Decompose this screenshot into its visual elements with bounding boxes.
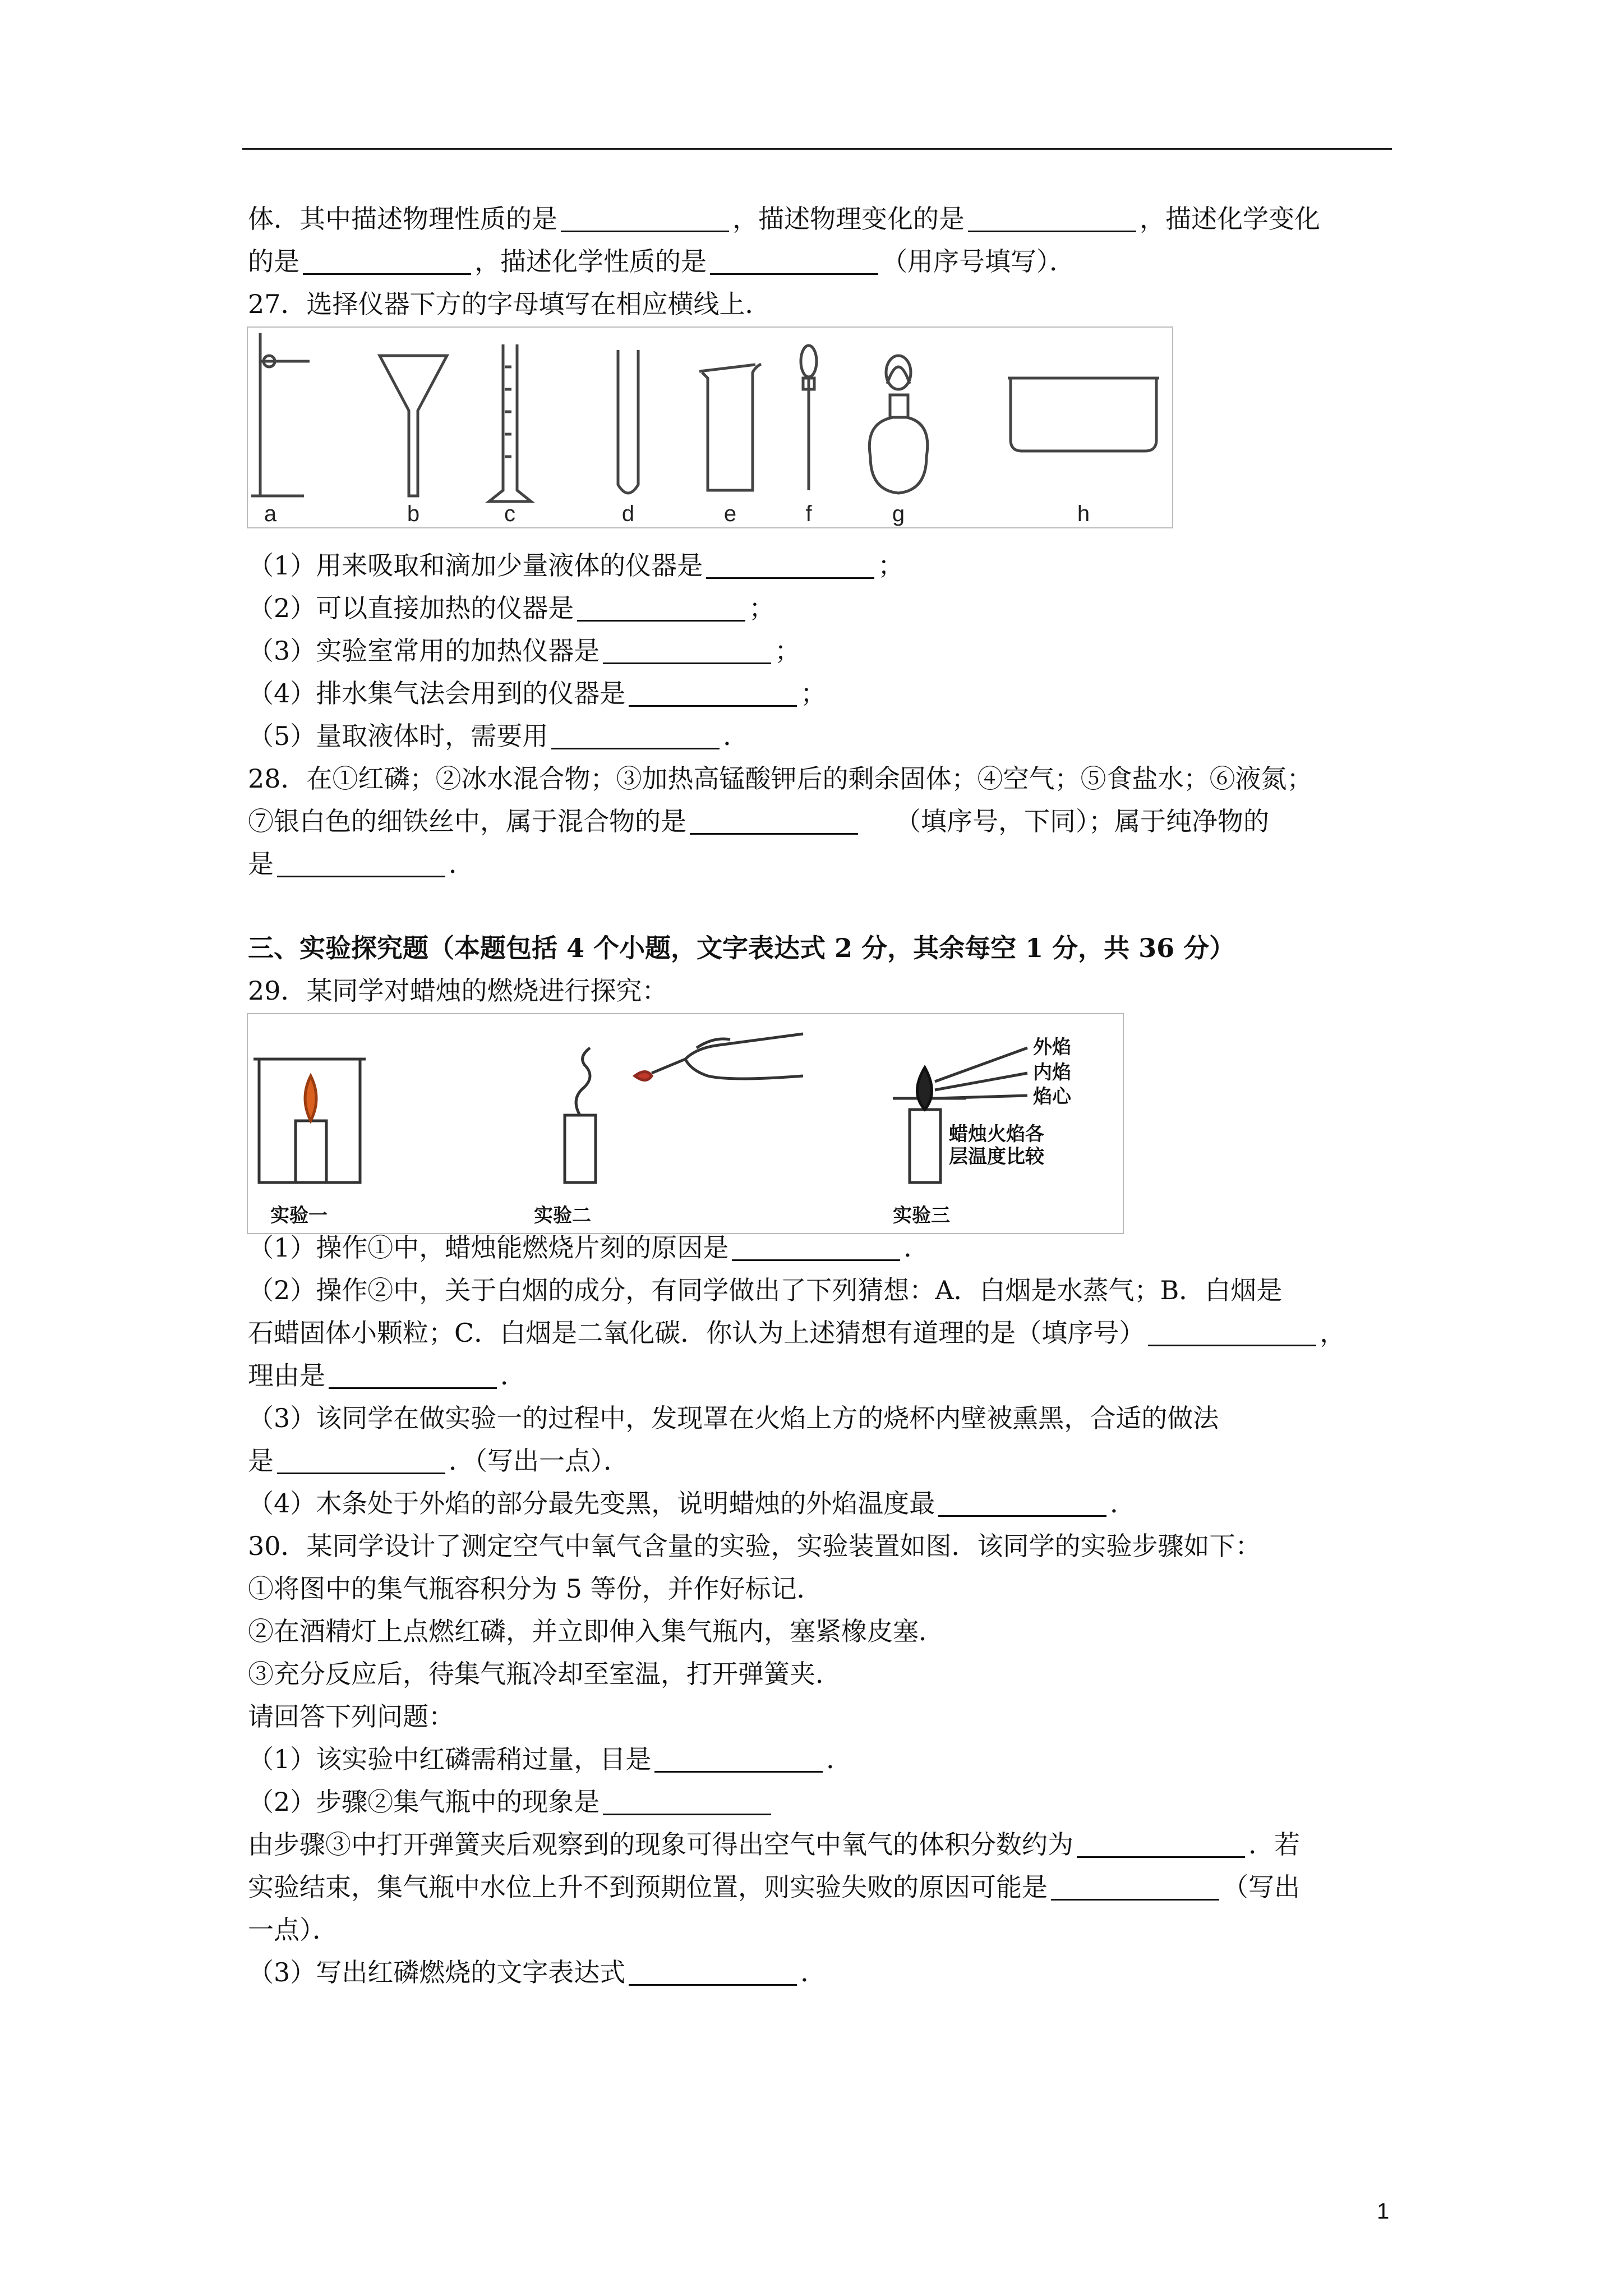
label-inner-flame: 内焰 xyxy=(1033,1061,1071,1084)
text: ，描述化学变化 xyxy=(1140,204,1320,234)
answer-blank[interactable] xyxy=(561,206,729,232)
answer-blank[interactable] xyxy=(710,249,878,275)
answer-blank[interactable] xyxy=(277,1448,445,1474)
question-27: 27．选择仪器下方的字母填写在相应横线上． xyxy=(248,289,771,319)
burning-match-icon xyxy=(635,1072,652,1080)
question-28-line1: 28．在①红磷；②冰水混合物；③加热高锰酸钾后的剩余固体；④空气；⑤食盐水；⑥液氮； xyxy=(248,763,1313,794)
question-29-4: （4）木条处于外焰的部分最先变黑，说明蜡烛的外焰温度最 ． xyxy=(248,1488,1136,1519)
answer-blank[interactable] xyxy=(329,1363,497,1389)
alcohol-lamp-icon xyxy=(869,356,927,493)
question-30-step1: ①将图中的集气瓶容积分为 5 等份，并作好标记． xyxy=(248,1573,823,1604)
answer-blank[interactable] xyxy=(654,1746,823,1773)
question-29-2-line2: 石蜡固体小颗粒；C．白烟是二氧化碳．你认为上述猜想有道理的是（填序号） ， xyxy=(248,1318,1346,1348)
flame-icon xyxy=(305,1076,316,1121)
question-28-line3: 是 ． xyxy=(248,849,474,879)
text: ，描述物理变化的是 xyxy=(732,204,965,234)
question-29-1: （1）操作①中，蜡烛能燃烧片刻的原因是 ． xyxy=(248,1232,930,1263)
label-exp1: 实验一 xyxy=(270,1204,328,1227)
label-outer-flame: 外焰 xyxy=(1033,1036,1071,1059)
header-rule xyxy=(242,148,1392,150)
question-27-1: （1）用来吸取和滴加少量液体的仪器是 ； xyxy=(248,550,904,581)
question-27-3: （3）实验室常用的加热仪器是 ； xyxy=(248,636,801,666)
question-30-1: （1）该实验中红磷需稍过量，目是 ． xyxy=(248,1744,852,1774)
answer-blank[interactable] xyxy=(303,249,471,275)
label-a: a xyxy=(264,501,277,526)
answer-blank[interactable] xyxy=(968,206,1136,232)
candle-flame-icon xyxy=(917,1068,932,1110)
question-28-line2: ⑦银白色的细铁丝中，属于混合物的是 （填序号，下同）；属于纯净物的 xyxy=(248,806,1269,836)
iron-stand-icon xyxy=(251,333,310,496)
answer-blank[interactable] xyxy=(1077,1832,1245,1858)
answer-blank[interactable] xyxy=(1148,1320,1316,1346)
question-29-2-line1: （2）操作②中，关于白烟的成分，有同学做出了下列猜想：A．白烟是水蒸气；B．白烟是 xyxy=(248,1275,1283,1305)
trough-icon xyxy=(1008,378,1159,451)
instrument-drawing xyxy=(248,328,1172,527)
question-27-2: （2）可以直接加热的仪器是 ； xyxy=(248,593,775,623)
label-exp2: 实验二 xyxy=(534,1204,591,1227)
question-30-step2: ②在酒精灯上点燃红磷，并立即伸入集气瓶内，塞紧橡皮塞． xyxy=(248,1616,944,1646)
question-27-4: （4）排水集气法会用到的仪器是 ； xyxy=(248,678,827,708)
extinguished-candle-icon xyxy=(565,1048,596,1182)
line-2 xyxy=(248,245,1392,278)
label-flame-core: 焰心 xyxy=(1033,1085,1071,1108)
note-line-1: 蜡烛火焰各 xyxy=(949,1123,1044,1145)
label-f: f xyxy=(805,501,812,526)
text: ，描述化学性质的是 xyxy=(474,246,707,277)
question-29-3-line2: 是 ．（写出一点）． xyxy=(248,1446,629,1476)
dropper-icon xyxy=(801,346,817,490)
answer-blank[interactable] xyxy=(603,1789,771,1815)
question-30: 30．某同学设计了测定空气中氧气含量的实验，实验装置如图．该同学的实验步骤如下： xyxy=(248,1531,1261,1561)
label-e: e xyxy=(723,501,737,526)
answer-blank[interactable] xyxy=(1051,1874,1219,1901)
answer-blank[interactable] xyxy=(577,595,745,622)
question-30-2-line3: 实验结束，集气瓶中水位上升不到预期位置，则实验失败的原因可能是 （写出 xyxy=(248,1872,1300,1902)
section-heading: 三、实验探究题（本题包括 4 个小题，文字表达式 2 分，其余每空 1 分，共 36 分） xyxy=(248,933,1235,963)
text: 体．其中描述物理性质的是 xyxy=(248,204,557,234)
question-29-2-line3: 理由是 ． xyxy=(248,1360,526,1391)
question-30-2-line4: 一点）． xyxy=(248,1915,338,1945)
instrument-figure xyxy=(247,326,1173,528)
test-tube-icon xyxy=(618,350,638,493)
beaker-icon xyxy=(699,364,761,490)
candle-figure xyxy=(247,1013,1124,1234)
label-c: c xyxy=(504,501,515,526)
question-30-step3: ③充分反应后，待集气瓶冷却至室温，打开弹簧夹． xyxy=(248,1659,841,1689)
candle-drawing xyxy=(248,1014,1123,1233)
answer-blank[interactable] xyxy=(603,638,771,664)
page-number: 1 xyxy=(1377,2199,1390,2224)
answer-blank[interactable] xyxy=(732,1235,900,1261)
question-30-prompt: 请回答下列问题： xyxy=(248,1701,454,1732)
funnel-icon xyxy=(380,356,447,496)
measuring-cylinder-icon xyxy=(489,344,531,501)
answer-blank[interactable] xyxy=(706,553,874,579)
question-27-5: （5）量取液体时，需要用 ． xyxy=(248,721,749,751)
answer-blank[interactable] xyxy=(551,723,720,749)
hand-icon xyxy=(652,1034,803,1079)
question-30-2-line2: 由步骤③中打开弹簧夹后观察到的现象可得出空气中氧气的体积分数约为 ．若 xyxy=(248,1829,1300,1860)
label-d: d xyxy=(621,501,635,526)
question-30-2: （2）步骤②集气瓶中的现象是 xyxy=(248,1785,1392,1819)
text: （用序号填写）． xyxy=(882,246,1075,277)
label-h: h xyxy=(1077,501,1090,526)
answer-blank[interactable] xyxy=(690,808,858,835)
answer-blank[interactable] xyxy=(277,851,445,877)
answer-blank[interactable] xyxy=(938,1490,1106,1517)
label-b: b xyxy=(407,501,420,526)
label-exp3: 实验三 xyxy=(893,1204,950,1227)
question-29: 29．某同学对蜡烛的燃烧进行探究： xyxy=(248,976,668,1006)
note-line-2: 层温度比较 xyxy=(949,1145,1044,1168)
line-1 xyxy=(248,202,1392,236)
answer-blank[interactable] xyxy=(629,1959,797,1986)
answer-blank[interactable] xyxy=(629,680,797,707)
question-29-3-line1: （3）该同学在做实验一的过程中，发现罩在火焰上方的烧杯内壁被熏黑，合适的做法 xyxy=(248,1403,1219,1433)
label-g: g xyxy=(892,501,905,526)
text: 的是 xyxy=(248,246,299,277)
question-30-3: （3）写出红磷燃烧的文字表达式 ． xyxy=(248,1957,827,1987)
